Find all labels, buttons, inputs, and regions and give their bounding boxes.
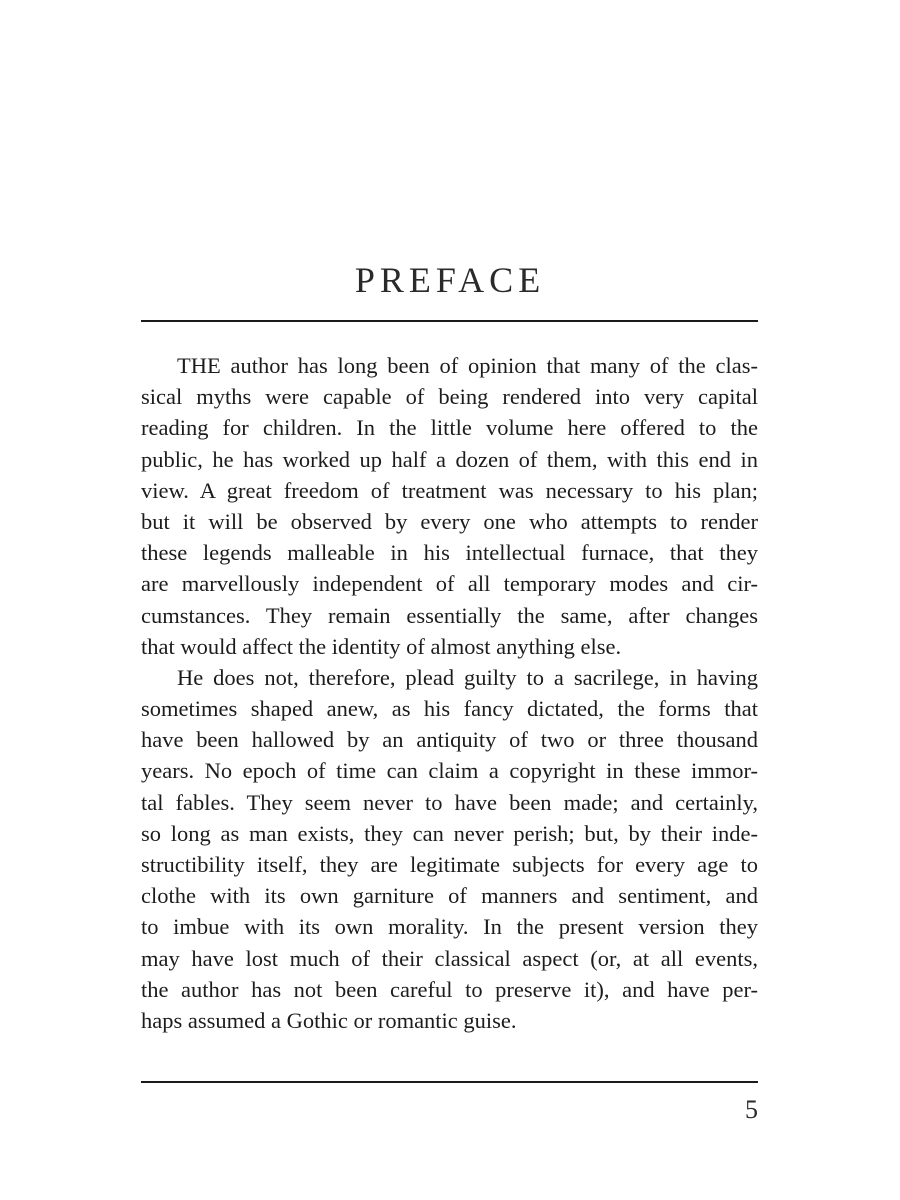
- text-line: have been hallowed by an antiquity of two or three thousand: [141, 727, 758, 753]
- paragraph: [141, 662, 758, 1036]
- preface-body: [141, 350, 758, 1036]
- text-line: clothe with its own garniture of manners and sentiment, and: [141, 883, 758, 909]
- text-line: so long as man exists, they can never perish; but, by their inde-: [141, 820, 758, 846]
- text-line: may have lost much of their classical aspect (or, at all events,: [141, 945, 758, 971]
- text-line: THE author has long been of opinion that many of the clas-: [177, 353, 758, 378]
- text-line: sical myths were capable of being rendered into very capital: [141, 384, 758, 410]
- chapter-title: PREFACE: [354, 260, 546, 300]
- text-line: He does not, therefore, plead guilty to a sacrilege, in having: [177, 664, 758, 690]
- paragraph: [141, 350, 758, 662]
- text-line: but it will be observed by every one who attempts to render: [141, 508, 758, 534]
- text-line: the author has not been careful to preserve it), and have per-: [141, 976, 758, 1002]
- text-line: sometimes shaped anew, as his fancy dictated, the forms that: [141, 696, 758, 722]
- footer-divider: [141, 1081, 758, 1083]
- text-line: reading for children. In the little volume here offered to the: [141, 415, 758, 441]
- text-line: these legends malleable in his intellectual furnace, that they: [141, 540, 758, 566]
- text-line: years. No epoch of time can claim a copyright in these immor-: [141, 758, 758, 784]
- text-line: to imbue with its own morality. In the present version they: [141, 914, 758, 940]
- title-divider: [141, 320, 758, 322]
- text-line: structibility itself, they are legitimate subjects for every age to: [141, 852, 758, 877]
- text-line: that would affect the identity of almost anything else.: [141, 633, 622, 659]
- text-line: haps assumed a Gothic or romantic guise.: [141, 1007, 517, 1033]
- text-line: cumstances. They remain essentially the same, after changes: [141, 602, 758, 628]
- page-number: 5: [745, 1095, 758, 1124]
- text-line: public, he has worked up half a dozen of them, with this end in: [141, 446, 758, 472]
- text-line: are marvellously independent of all temporary modes and cir-: [141, 571, 758, 597]
- text-line: view. A great freedom of treatment was necessary to his plan;: [141, 477, 758, 503]
- text-line: tal fables. They seem never to have been made; and certainly,: [141, 789, 758, 815]
